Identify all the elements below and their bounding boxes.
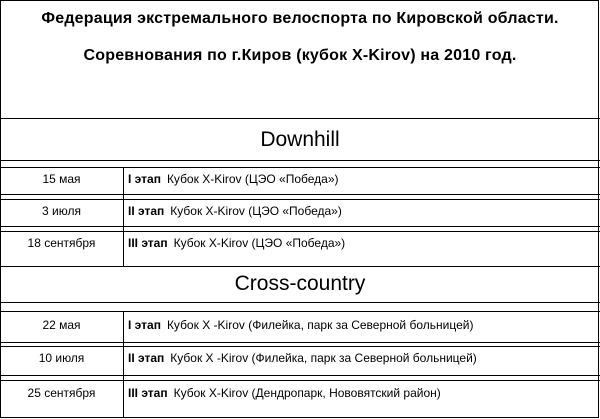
section-title-downhill: Downhill [260,128,340,151]
divider [0,118,600,119]
header-line-2: Соревнования по г.Киров (кубок X-Kirov) на 2010 год. [83,47,517,64]
row-stage: III этап [128,236,168,250]
divider [0,311,600,312]
divider [0,231,600,232]
row-text: Кубок X-Kirov (ЦЭО «Победа») [166,172,339,186]
row-event [128,172,339,186]
row-event [128,351,477,365]
section-title-cross-country: Cross-country [234,272,366,295]
divider [0,380,600,381]
row-text: Кубок X-Kirov (ЦЭО «Победа») [173,236,346,250]
divider [0,194,600,195]
row-event [128,236,345,250]
header-line-1: Федерация экстремального велоспорта по Кировской области. [41,10,559,27]
row-event [128,204,342,218]
row-stage: III этап [128,386,168,400]
divider [0,266,600,267]
row-text: Кубок X-Kirov (Дендропарк, Нововятский район) [173,386,441,400]
divider [0,167,600,168]
row-text: Кубок X -Kirov (Филейка, парк за Северной больницей) [170,351,477,365]
divider [0,302,600,303]
row-date: 25 сентября [27,386,96,400]
row-date: 18 сентября [27,236,96,250]
divider [0,226,600,227]
row-date: 15 мая [42,172,81,186]
row-stage: I этап [128,172,161,186]
divider [0,346,600,347]
row-event [128,318,473,332]
column-divider [123,167,124,267]
divider [0,375,600,376]
row-stage: II этап [128,351,165,365]
row-stage: I этап [128,318,161,332]
divider [0,342,600,343]
row-text: Кубок X -Kirov (Филейка, парк за Северной больницей) [166,318,474,332]
divider [0,199,600,200]
row-date: 3 июля [42,204,81,218]
column-divider [123,311,124,418]
row-event [128,386,441,400]
row-text: Кубок X-Kirov (ЦЭО «Победа») [170,204,342,218]
row-date: 22 мая [42,318,81,332]
row-stage: II этап [128,204,165,218]
row-date: 10 июля [38,351,85,365]
divider [0,160,600,161]
